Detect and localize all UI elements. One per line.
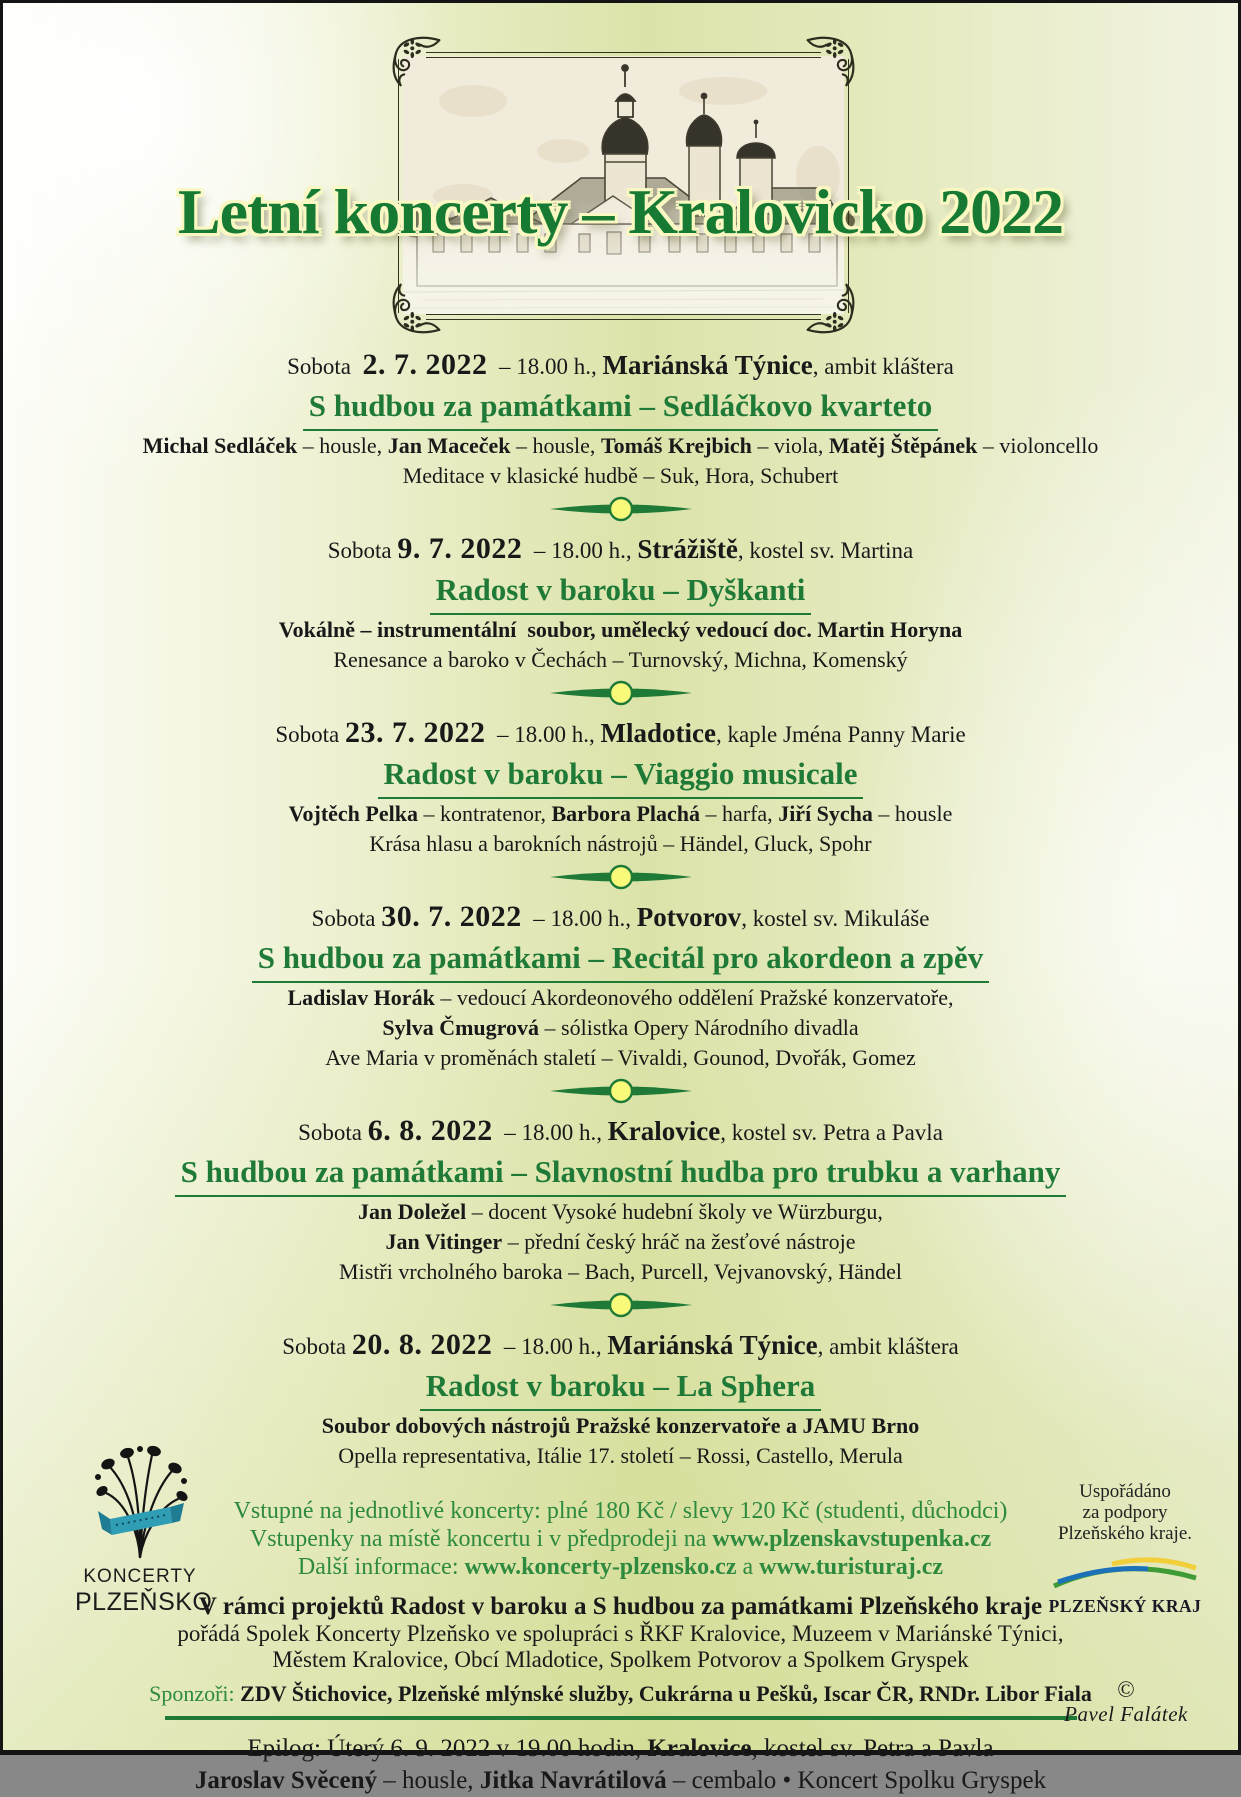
concert-time: – 18.00 h., <box>487 354 603 379</box>
concert-title: S hudbou za památkami – Sedláčkovo kvarteto <box>3 385 1238 431</box>
concert-venue-detail: , kostel sv. Petra a Pavla <box>720 1120 943 1145</box>
concert-detail-line: Ladislav Horák – vedoucí Akordeonového oddělení Pražské konzervatoře, <box>287 985 954 1010</box>
concert-date-line <box>3 1327 1238 1365</box>
koncerty-plzensko-logo <box>75 1441 213 1617</box>
projects-title: V rámci projektů Radost v baroku a S hudbou za památkami Plzeňského kraje <box>198 1593 1043 1620</box>
concert-venue-detail: , kaple Jména Panny Marie <box>715 722 966 747</box>
support-line-2: za podpory <box>1082 1502 1168 1523</box>
epilog-date-line: Epilog: Úterý 6. 9. 2022 v 19.00 hodin, Kralovice, kostel sv. Petra a Pavla <box>247 1735 994 1762</box>
concert-divider-icon <box>546 1292 696 1318</box>
concert-date: 23. 7. 2022 <box>344 716 486 749</box>
concert-date-line <box>3 531 1238 569</box>
more-info: Další informace: www.koncerty-plzensko.cz a www.turisturaj.cz <box>297 1554 944 1580</box>
concert-day: Sobota <box>298 1120 368 1145</box>
concert-detail-line: Opella representativa, Itálie 17. století – Rossi, Castello, Merula <box>338 1443 903 1468</box>
concert-title: Radost v baroku – Dyškanti <box>3 569 1238 615</box>
support-block <box>1045 1481 1205 1617</box>
note-bouquet-icon <box>88 1441 192 1559</box>
epilog-block <box>3 1733 1238 1797</box>
projects-organizers-2: Městem Kralovice, Obcí Mladotice, Spolkem Potvorov a Spolkem Gryspek <box>272 1647 969 1672</box>
concert-detail-line: Michal Sedláček – housle, Jan Maceček – housle, Tomáš Krejbich – viola, Matěj Štěpánek – violoncello <box>142 433 1099 458</box>
concert-date: 9. 7. 2022 <box>397 532 523 565</box>
concert-venue: Mariánská Týnice <box>607 1330 818 1360</box>
concert-detail-line: Ave Maria v proměnách staletí – Vivaldi, Gounod, Dvořák, Gomez <box>325 1045 916 1070</box>
concert-block <box>3 347 1238 531</box>
concert-detail-line: Jan Vitinger – přední český hráč na žesťové nástroje <box>385 1229 856 1254</box>
concert-venue-detail: , ambit kláštera <box>812 354 954 379</box>
concert-date-line <box>3 1113 1238 1151</box>
concert-details <box>3 431 1238 491</box>
concert-details <box>3 799 1238 859</box>
concert-detail-line: Renesance a baroko v Čechách – Turnovský, Michna, Komenský <box>333 647 908 672</box>
support-line-3: Plzeňského kraje. <box>1057 1523 1192 1544</box>
concert-date-line <box>3 715 1238 753</box>
concert-venue: Mladotice <box>600 718 716 748</box>
concert-date: 30. 7. 2022 <box>381 900 522 933</box>
signature-name: Pavel Falátek <box>1064 1702 1188 1726</box>
concert-venue-detail: , kostel sv. Martina <box>737 538 914 563</box>
concert-detail-line: Soubor dobových nástrojů Pražské konzervatoře a JAMU Brno <box>321 1413 920 1438</box>
concert-time: – 18.00 h., <box>485 722 601 747</box>
concert-block <box>3 899 1238 1113</box>
concert-divider-icon <box>546 496 696 522</box>
author-signature <box>1051 1678 1201 1727</box>
concert-detail-line: Mistři vrcholného baroka – Bach, Purcell, Vejvanovský, Händel <box>339 1259 902 1284</box>
concert-detail-line: Vojtěch Pelka – kontratenor, Barbora Plachá – harfa, Jiří Sycha – housle <box>288 801 953 826</box>
concert-date-line <box>3 899 1238 937</box>
poster-title: Letní koncerty – Kralovicko 2022 <box>177 176 1064 247</box>
concert-title: S hudbou za památkami – Recitál pro akordeon a zpěv <box>3 937 1238 983</box>
concert-venue: Strážiště <box>637 534 738 564</box>
concert-date-line <box>3 347 1238 385</box>
corner-flourish-icon <box>388 283 442 337</box>
concert-time: – 18.00 h., <box>492 1120 608 1145</box>
plzensky-kraj-arcs-icon <box>1050 1552 1200 1590</box>
concert-detail-line: Jan Doležel – docent Vysoké hudební školy ve Würzburgu, <box>358 1199 883 1224</box>
concert-divider-icon <box>546 680 696 706</box>
concert-day: Sobota <box>275 722 345 747</box>
concert-title: Radost v baroku – La Sphera <box>3 1365 1238 1411</box>
org-logo-text-2: PLZEŇSKO <box>75 1588 213 1616</box>
projects-organizers-1: pořádá Spolek Koncerty Plzeňsko ve spolupráci s ŘKF Kralovice, Muzeem v Mariánské Týnici, <box>177 1621 1064 1646</box>
concert-details <box>3 1197 1238 1287</box>
concert-time: – 18.00 h., <box>521 906 637 931</box>
concert-detail-line: Meditace v klasické hudbě – Suk, Hora, Schubert <box>402 463 839 488</box>
concert-venue: Potvorov <box>636 902 742 932</box>
sponsors-line: Sponzoři: ZDV Štichovice, Plzeňské mlýnské služby, Cukrárna u Pešků, Iscar ČR, RNDr. Libor Fiala <box>149 1681 1092 1706</box>
concert-time: – 18.00 h., <box>522 538 638 563</box>
concert-block <box>3 531 1238 715</box>
concert-details <box>3 615 1238 675</box>
concert-title: Radost v baroku – Viaggio musicale <box>3 753 1238 799</box>
concert-day: Sobota <box>311 906 382 931</box>
support-line-1: Uspořádáno <box>1079 1481 1171 1502</box>
org-logo-text-1: KONCERTY <box>83 1566 197 1587</box>
concert-block <box>3 715 1238 899</box>
ticket-prices: Vstupné na jednotlivé koncerty: plné 180 Kč / slevy 120 Kč (studenti, důchodci) <box>233 1498 1008 1524</box>
concert-block <box>3 1113 1238 1327</box>
concert-venue: Kralovice <box>607 1116 721 1146</box>
epilog-performers: Jaroslav Svěcený – housle, Jitka Navrátilová – cembalo • Koncert Spolku Gryspek <box>194 1767 1047 1794</box>
concert-date: 6. 8. 2022 <box>367 1114 493 1147</box>
concert-venue-detail: , ambit kláštera <box>817 1334 959 1359</box>
corner-flourish-icon <box>388 33 442 87</box>
concert-day: Sobota <box>327 538 398 563</box>
corner-flourish-icon <box>805 33 859 87</box>
concert-date: 2. 7. 2022 <box>362 348 488 381</box>
concert-details <box>3 983 1238 1073</box>
concert-divider-icon <box>546 1078 696 1104</box>
plzensky-kraj-logo-text: PLZEŇSKÝ KRAJ <box>1048 1596 1202 1616</box>
corner-flourish-icon <box>805 283 859 337</box>
frame-bottom-line <box>426 314 821 320</box>
concert-divider-icon <box>546 864 696 890</box>
frame-top-line <box>426 52 821 58</box>
copyright-icon: © <box>1117 1677 1135 1702</box>
concert-time: – 18.00 h., <box>492 1334 608 1359</box>
concert-title: S hudbou za památkami – Slavnostní hudba pro trubku a varhany <box>3 1151 1238 1197</box>
concerts <box>3 347 1238 1471</box>
concert-day: Sobota <box>287 354 363 379</box>
concert-detail-line: Vokálně – instrumentální soubor, umělecký vedoucí doc. Martin Horyna <box>278 617 963 642</box>
concert-detail-line: Sylva Čmugrová – sólistka Opery Národního divadla <box>382 1015 859 1040</box>
ticket-sales: Vstupenky na místě koncertu i v předprodeji na www.plzenskavstupenka.cz <box>249 1526 992 1552</box>
concert-day: Sobota <box>282 1334 352 1359</box>
concert-venue-detail: , kostel sv. Mikuláše <box>741 906 930 931</box>
concert-date: 20. 8. 2022 <box>351 1328 493 1361</box>
concert-detail-line: Krása hlasu a barokních nástrojů – Händel, Gluck, Spohr <box>369 831 872 856</box>
concert-venue: Mariánská Týnice <box>602 350 813 380</box>
footer-divider-rule <box>165 1716 1077 1720</box>
